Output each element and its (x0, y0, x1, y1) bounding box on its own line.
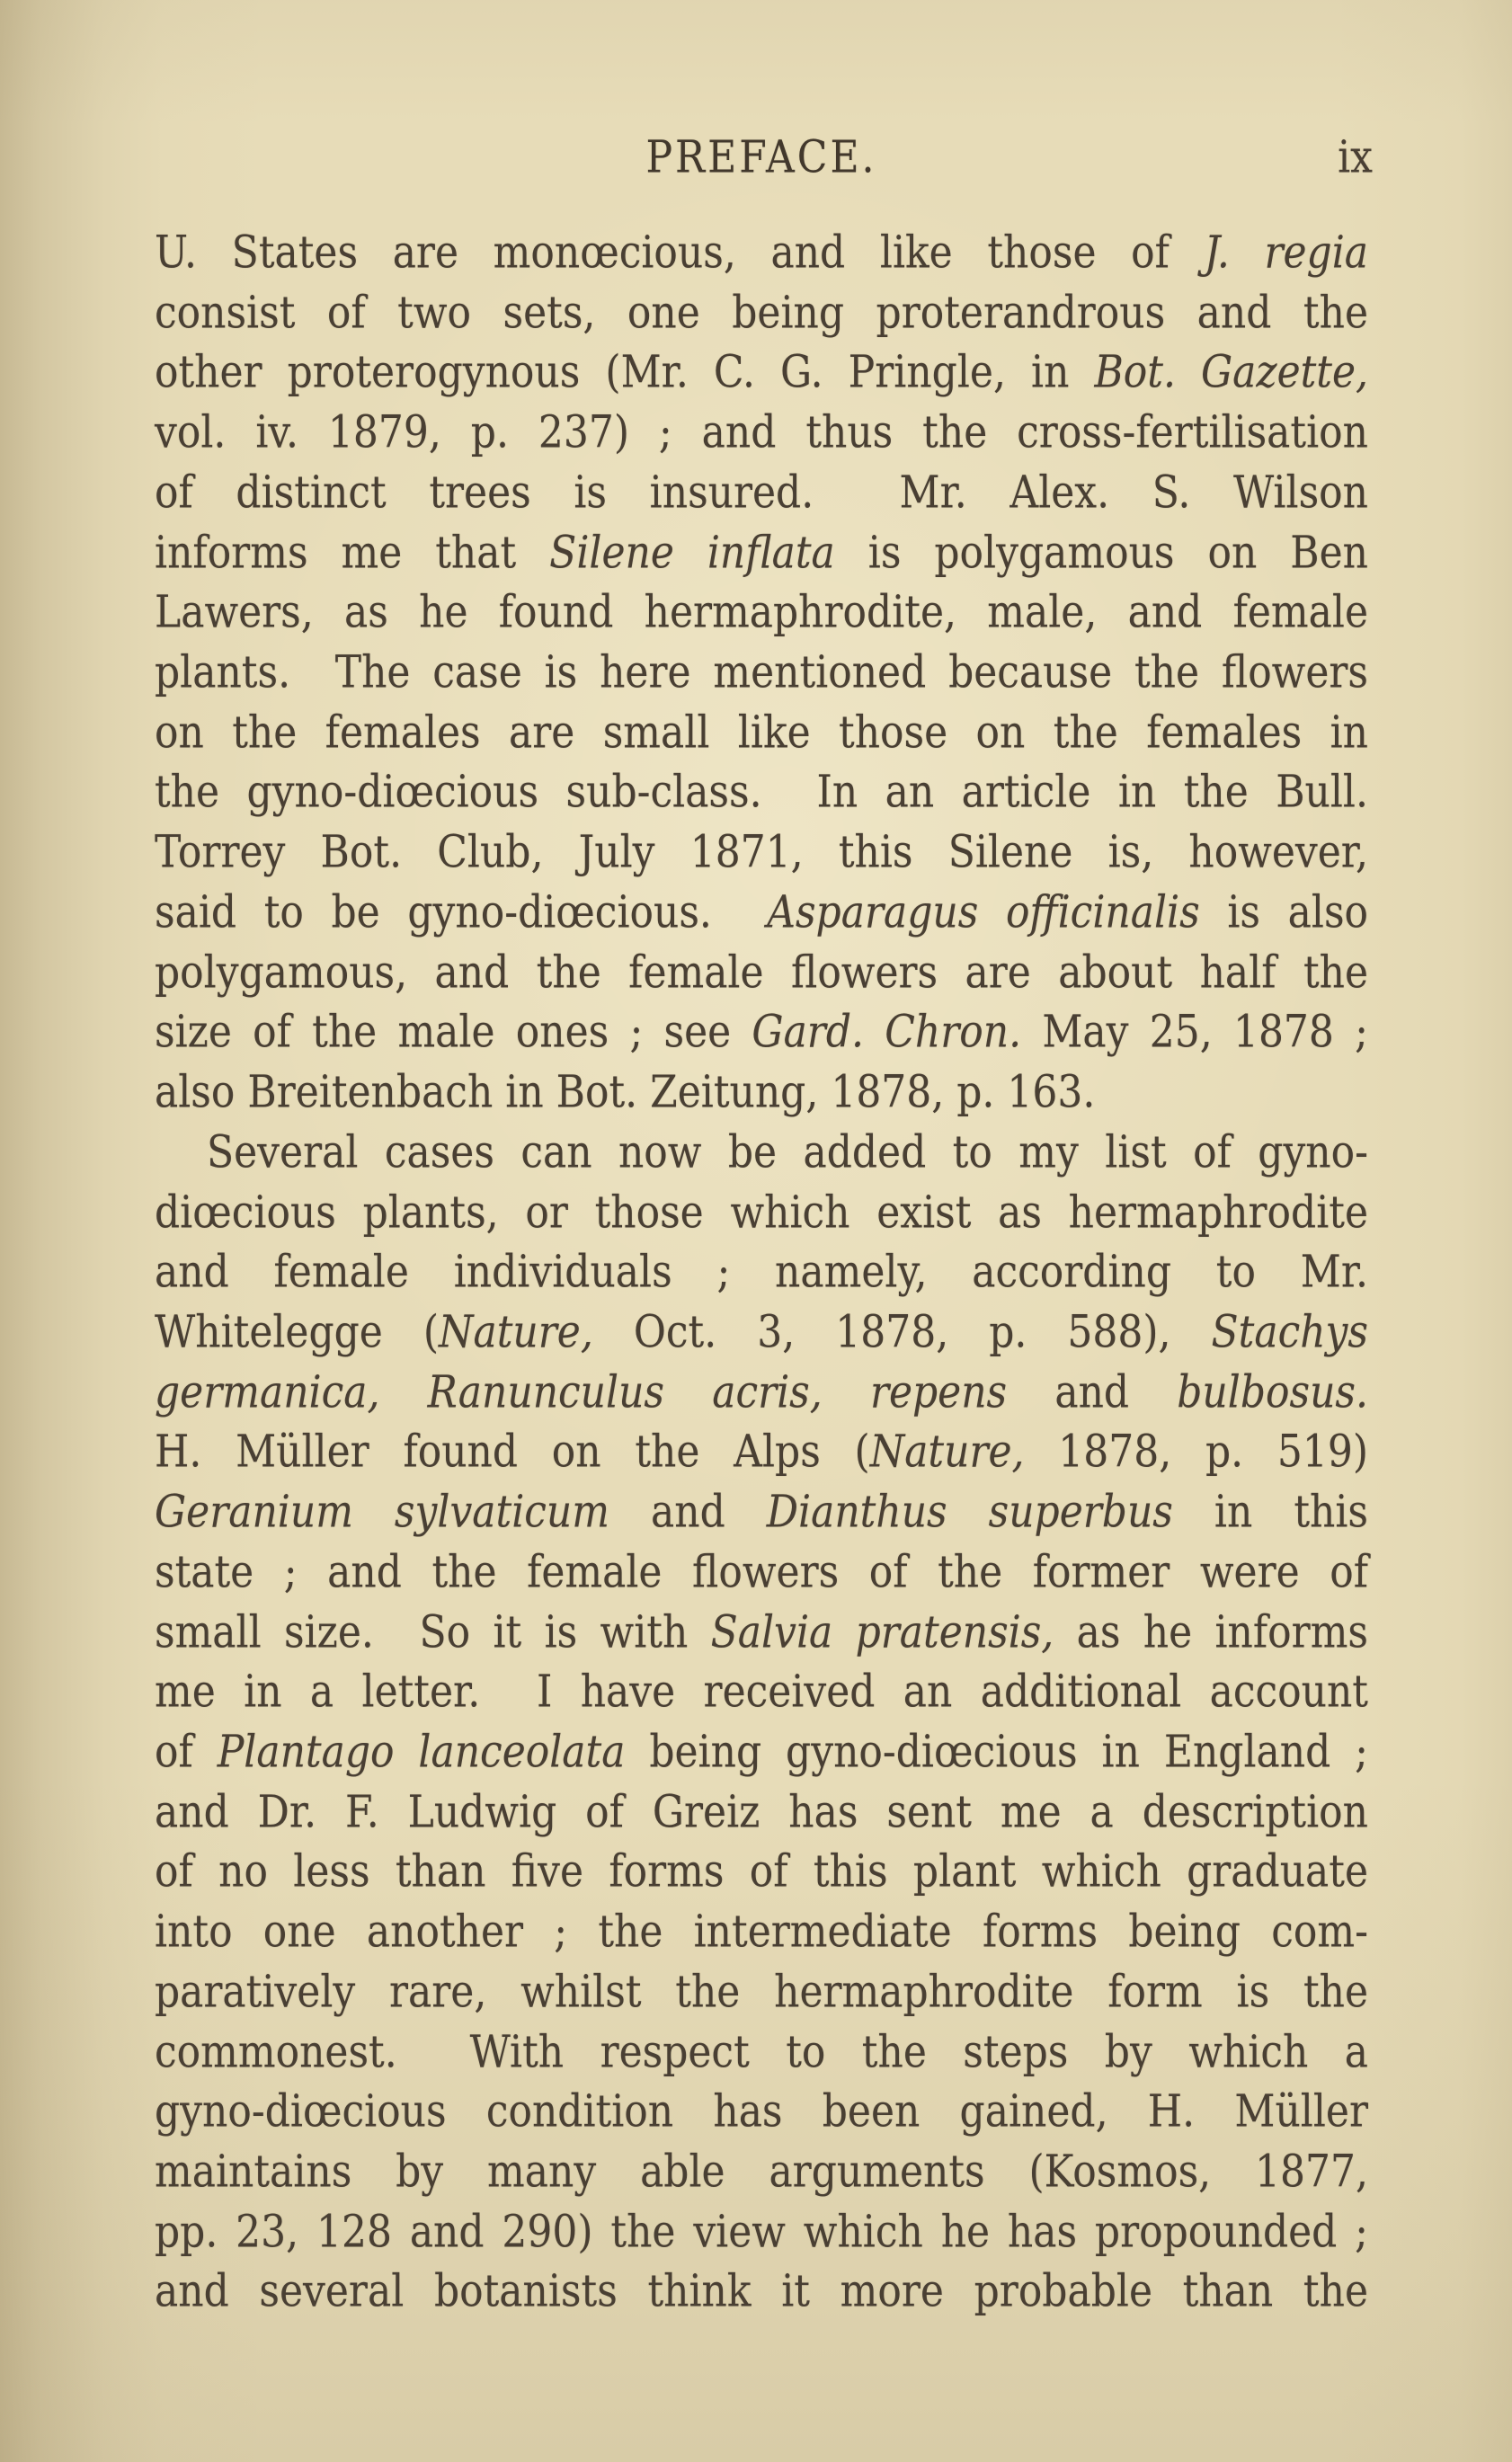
text-line (155, 1300, 1368, 1367)
text-segment: is also (1199, 886, 1369, 938)
text-segment: Oct. 3, 1878, p. 588), (592, 1306, 1212, 1358)
text-segment: paratively rare, whilst the hermaphrodite form is the (155, 1966, 1368, 2018)
text-segment: Several cases can now be added to my list of gyno- (207, 1126, 1368, 1178)
italic-text-segment: Nature, (869, 1427, 1025, 1479)
text-segment: H. Müller found on the Alps ( (155, 1427, 870, 1479)
text-segment: said to be gyno-diœcious. (155, 886, 768, 938)
text-line (155, 880, 1368, 947)
text-line (155, 2020, 1368, 2087)
text-segment: 1878, p. 519) (1024, 1427, 1368, 1479)
text-segment: in this (1172, 1486, 1368, 1539)
text-segment: of no less than five forms of this plant which graduate (155, 1846, 1368, 1898)
text-segment: the gyno-diœcious sub-class. In an article in the Bull. (155, 767, 1368, 819)
text-line (155, 940, 1368, 1008)
text-line (155, 1360, 1368, 1427)
italic-text-segment: Dianthus superbus (766, 1486, 1173, 1539)
text-segment: maintains by many able arguments (Kosmos, 1877, (155, 2146, 1368, 2198)
text-line (155, 1659, 1368, 1727)
italic-text-segment: Gard. Chron. (752, 1007, 1022, 1059)
text-segment: vol. iv. 1879, p. 237) ; and thus the cross-fertilisation (155, 406, 1368, 459)
text-line (155, 340, 1368, 407)
text-segment: consist of two sets, one being proterandrous and the (155, 287, 1368, 339)
text-line (155, 460, 1368, 528)
text-line (155, 2139, 1368, 2207)
text-segment: and (1007, 1366, 1178, 1418)
italic-text-segment: Plantago lanceolata (217, 1726, 626, 1778)
text-segment: diœcious plants, or those which exist as hermaphrodite (155, 1187, 1368, 1239)
text-segment: other proterogynous (Mr. C. G. Pringle, in (155, 347, 1095, 399)
text-segment: plants. The case is here mentioned because the flowers (155, 646, 1368, 698)
text-segment: May 25, 1878 ; (1021, 1007, 1368, 1059)
text-segment: of (155, 1726, 218, 1778)
page-number: ix (1338, 131, 1373, 183)
text-segment: informs me that (155, 527, 550, 579)
text-segment: also Breitenbach in Bot. Zeitung, 1878, p. 163. (155, 1066, 1096, 1119)
preface-text (155, 224, 1368, 2323)
text-segment: state ; and the female flowers of the former were of (155, 1546, 1368, 1598)
text-segment: Lawers, as he found hermaphrodite, male, and female (155, 587, 1368, 639)
text-line (155, 700, 1368, 768)
text-line (155, 280, 1368, 348)
text-segment: and female individuals ; namely, according to Mr. (155, 1247, 1368, 1299)
page-header (155, 131, 1373, 183)
text-line (155, 1000, 1368, 1067)
text-line (155, 2079, 1368, 2146)
text-line (155, 1899, 1368, 1967)
text-line (155, 1120, 1368, 1187)
italic-text-segment: germanica, Ranunculus acris, repens (155, 1366, 1008, 1418)
text-line (155, 1540, 1368, 1607)
text-segment: and (609, 1486, 767, 1539)
text-segment: Torrey Bot. Club, July 1871, this Silene is, however, (155, 827, 1368, 879)
italic-text-segment: Stachys (1211, 1306, 1368, 1358)
text-line (155, 760, 1368, 827)
text-line (155, 1720, 1368, 1787)
text-segment: gyno-diœcious condition has been gained, H. Müller (155, 2086, 1368, 2138)
text-segment: commonest. With respect to the steps by which a (155, 2026, 1368, 2078)
text-segment: of distinct trees is insured. Mr. Alex. S. Wilson (155, 467, 1368, 519)
text-line (155, 2200, 1368, 2267)
text-line (155, 640, 1368, 707)
text-line (155, 1839, 1368, 1906)
italic-text-segment: Salvia pratensis, (710, 1606, 1054, 1658)
text-segment: being gyno-diœcious in England ; (625, 1726, 1369, 1778)
italic-text-segment: Asparagus officinalis (767, 886, 1200, 938)
text-line (155, 580, 1368, 647)
text-line (155, 400, 1368, 467)
text-segment: is polygamous on Ben (834, 527, 1368, 579)
italic-text-segment: Bot. Gazette, (1094, 347, 1369, 399)
text-line (155, 520, 1368, 588)
italic-text-segment: Geranium sylvaticum (155, 1486, 609, 1539)
text-line (155, 1179, 1368, 1247)
text-segment: on the females are small like those on the females in (155, 707, 1368, 759)
text-segment: Whitelegge ( (155, 1306, 440, 1358)
text-segment: into one another ; the intermediate forms being com- (155, 1906, 1368, 1959)
text-segment: size of the male ones ; see (155, 1007, 752, 1059)
text-segment: pp. 23, 128 and 290) the view which he has propounded ; (155, 2206, 1368, 2258)
text-segment: me in a letter. I have received an additional account (155, 1667, 1368, 1719)
text-line (155, 1780, 1368, 1847)
text-segment: small size. So it is with (155, 1606, 711, 1658)
italic-text-segment: bulbosus. (1177, 1366, 1368, 1418)
text-segment: as he informs (1054, 1606, 1368, 1658)
text-line (155, 820, 1368, 887)
text-segment: U. States are monœcious, and like those of (155, 227, 1205, 279)
text-line (155, 1060, 1368, 1127)
text-segment: polygamous, and the female flowers are about half the (155, 947, 1368, 999)
italic-text-segment: Silene inflata (549, 527, 835, 579)
text-line (155, 1240, 1368, 1307)
text-line (155, 1960, 1368, 2027)
text-line (155, 1600, 1368, 1667)
italic-text-segment: Nature, (439, 1306, 593, 1358)
text-line (155, 2259, 1368, 2326)
text-segment: and several botanists think it more probable than the (155, 2266, 1368, 2318)
text-line (155, 220, 1368, 288)
text-line (155, 1480, 1368, 1547)
italic-text-segment: J. regia (1204, 227, 1369, 279)
text-segment: and Dr. F. Ludwig of Greiz has sent me a description (155, 1786, 1368, 1838)
page-title: PREFACE. (645, 131, 877, 183)
text-line (155, 1419, 1368, 1487)
